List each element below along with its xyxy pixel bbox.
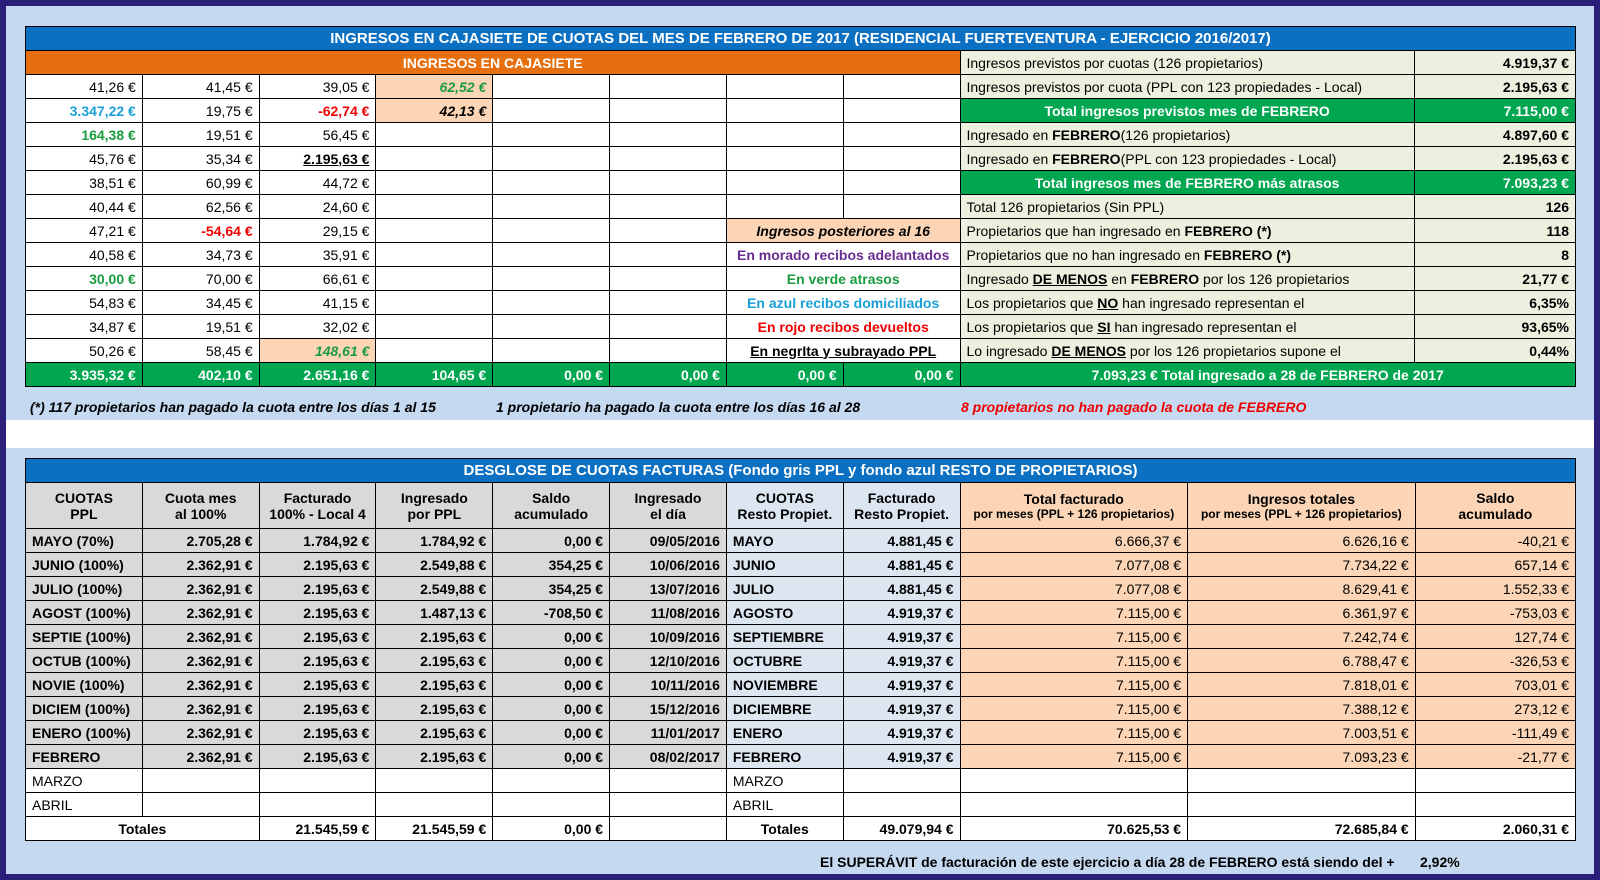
month-cell: 10/06/2016 xyxy=(610,553,727,577)
summary-label: Ingresos previstos por cuotas (126 propietarios) xyxy=(960,51,1414,75)
cell: 2.195,63 € xyxy=(259,147,376,171)
legend-verde: En verde atrasos xyxy=(726,267,960,291)
month-cell: 2.195,63 € xyxy=(376,697,493,721)
summary-label: Total 126 propietarios (Sin PPL) xyxy=(960,195,1414,219)
cell: 19,75 € xyxy=(142,99,259,123)
month-cell: 11/08/2016 xyxy=(610,601,727,625)
cell: 41,26 € xyxy=(26,75,143,99)
cell: 34,73 € xyxy=(142,243,259,267)
header-cell: Saldo acumulado xyxy=(493,483,610,529)
legend-posteriores: Ingresos posteriores al 16 xyxy=(726,219,960,243)
header-cell: Total facturado por meses (PPL + 126 propietarios) xyxy=(960,483,1188,529)
month-cell: 4.919,37 € xyxy=(843,745,960,769)
totals-facturado-resto: 49.079,94 € xyxy=(843,817,960,841)
cell: 54,83 € xyxy=(26,291,143,315)
month-cell: 4.919,37 € xyxy=(843,625,960,649)
month-cell: 6.666,37 € xyxy=(960,529,1188,553)
month-cell: 08/02/2017 xyxy=(610,745,727,769)
total-cell: 402,10 € xyxy=(142,363,259,387)
month-cell: 6.361,97 € xyxy=(1188,601,1416,625)
total-cell: 3.935,32 € xyxy=(26,363,143,387)
month-cell: 7.388,12 € xyxy=(1188,697,1416,721)
legend-negrita: En negrIta y subrayado PPL xyxy=(726,339,960,363)
month-cell: -21,77 € xyxy=(1415,745,1575,769)
month-cell: 7.115,00 € xyxy=(960,601,1188,625)
cell: 45,76 € xyxy=(26,147,143,171)
cell: 41,15 € xyxy=(259,291,376,315)
month-cell: 0,00 € xyxy=(493,721,610,745)
month-cell: 2.705,28 € xyxy=(142,529,259,553)
month-cell: 7.077,08 € xyxy=(960,553,1188,577)
month-cell: NOVIE (100%) xyxy=(26,673,143,697)
month-row xyxy=(26,625,1576,649)
top-title: INGRESOS EN CAJASIETE DE CUOTAS DEL MES DE FEBRERO DE 2017 (RESIDENCIAL FUERTEVENTURA - EJERCICIO 2016/2017) xyxy=(26,27,1576,51)
cell: 24,60 € xyxy=(259,195,376,219)
ingresos-table xyxy=(25,26,1576,387)
month-cell: 1.784,92 € xyxy=(376,529,493,553)
summary-value: 2.195,63 € xyxy=(1414,147,1575,171)
month-cell: 127,74 € xyxy=(1415,625,1575,649)
month-cell: 0,00 € xyxy=(493,697,610,721)
month-cell: AGOST (100%) xyxy=(26,601,143,625)
month-cell: JUNIO (100%) xyxy=(26,553,143,577)
summary-label: Ingresado en FEBRERO(PPL con 123 propiedades - Local) xyxy=(960,147,1414,171)
month-cell: 2.195,63 € xyxy=(259,673,376,697)
summary-label: Los propietarios que SI han ingresado representan el xyxy=(960,315,1414,339)
month-cell: 2.362,91 € xyxy=(142,601,259,625)
month-cell: 7.115,00 € xyxy=(960,673,1188,697)
summary-label: Lo ingresado DE MENOS por los 126 propietarios supone el xyxy=(960,339,1414,363)
month-cell: 4.919,37 € xyxy=(843,673,960,697)
cell: 3.347,22 € xyxy=(26,99,143,123)
total-cell: 0,00 € xyxy=(843,363,960,387)
month-cell: -111,49 € xyxy=(1415,721,1575,745)
cell: 66,61 € xyxy=(259,267,376,291)
month-cell: 7.115,00 € xyxy=(960,649,1188,673)
month-cell: JULIO (100%) xyxy=(26,577,143,601)
desglose-table xyxy=(25,458,1576,841)
total-previstos-value: 7.115,00 € xyxy=(1414,99,1575,123)
month-cell: 7.115,00 € xyxy=(960,697,1188,721)
month-cell: 354,25 € xyxy=(493,553,610,577)
month-cell: 13/07/2016 xyxy=(610,577,727,601)
month-cell: -708,50 € xyxy=(493,601,610,625)
cell: 50,26 € xyxy=(26,339,143,363)
total-cell: 0,00 € xyxy=(726,363,843,387)
note-paid-late: 1 propietario ha pagado la cuota entre los días 16 al 28 xyxy=(496,399,861,415)
month-cell: 7.115,00 € xyxy=(960,745,1188,769)
month-cell: OCTUBRE xyxy=(726,649,843,673)
totals-saldo: 0,00 € xyxy=(493,817,610,841)
cell: 58,45 € xyxy=(142,339,259,363)
month-cell: 0,00 € xyxy=(493,625,610,649)
cell: 40,44 € xyxy=(26,195,143,219)
month-cell: 10/09/2016 xyxy=(610,625,727,649)
month-cell: 354,25 € xyxy=(493,577,610,601)
legend-morado: En morado recibos adelantados xyxy=(726,243,960,267)
month-cell: 2.362,91 € xyxy=(142,745,259,769)
separator xyxy=(6,420,1594,448)
month-cell: -753,03 € xyxy=(1415,601,1575,625)
totals-label: Totales xyxy=(26,817,260,841)
month-empty: ABRIL xyxy=(26,793,143,817)
month-cell: -40,21 € xyxy=(1415,529,1575,553)
month-cell: 0,00 € xyxy=(493,673,610,697)
month-cell: MAYO xyxy=(726,529,843,553)
month-cell: 2.549,88 € xyxy=(376,577,493,601)
month-cell: 2.362,91 € xyxy=(142,721,259,745)
cell: -54,64 € xyxy=(142,219,259,243)
cell: 32,02 € xyxy=(259,315,376,339)
month-empty: ABRIL xyxy=(726,793,843,817)
superavit-text: El SUPERÁVIT de facturación de este ejercicio a día 28 de FEBRERO está siendo del + xyxy=(820,854,1395,870)
summary-value: 6,35% xyxy=(1414,291,1575,315)
month-cell: 12/10/2016 xyxy=(610,649,727,673)
month-cell: SEPTIE (100%) xyxy=(26,625,143,649)
month-cell: FEBRERO xyxy=(26,745,143,769)
month-cell: 703,01 € xyxy=(1415,673,1575,697)
totals-ingresado: 21.545,59 € xyxy=(376,817,493,841)
month-cell: AGOSTO xyxy=(726,601,843,625)
summary-label: Ingresado en FEBRERO(126 propietarios) xyxy=(960,123,1414,147)
bottom-title: DESGLOSE DE CUOTAS FACTURAS (Fondo gris PPL y fondo azul RESTO DE PROPIETARIOS) xyxy=(26,459,1576,483)
total-previstos-label: Total ingresos previstos mes de FEBRERO xyxy=(960,99,1414,123)
month-cell: 0,00 € xyxy=(493,649,610,673)
superavit-value: 2,92% xyxy=(1420,854,1460,870)
summary-value: 4.897,60 € xyxy=(1414,123,1575,147)
month-cell: ENERO xyxy=(726,721,843,745)
totals-facturado: 21.545,59 € xyxy=(259,817,376,841)
cell: 62,56 € xyxy=(142,195,259,219)
month-cell: 4.919,37 € xyxy=(843,649,960,673)
summary-label: Propietarios que no han ingresado en FEBRERO (*) xyxy=(960,243,1414,267)
cell: 47,21 € xyxy=(26,219,143,243)
month-cell: 2.362,91 € xyxy=(142,577,259,601)
cell: 56,45 € xyxy=(259,123,376,147)
month-row xyxy=(26,553,1576,577)
summary-label: Los propietarios que NO han ingresado representan el xyxy=(960,291,1414,315)
month-row xyxy=(26,649,1576,673)
header-cell: Saldo acumulado xyxy=(1415,483,1575,529)
cell: 40,58 € xyxy=(26,243,143,267)
month-cell: 7.115,00 € xyxy=(960,625,1188,649)
month-cell: 0,00 € xyxy=(493,529,610,553)
month-cell: 4.919,37 € xyxy=(843,721,960,745)
month-row xyxy=(26,577,1576,601)
summary-value: 21,77 € xyxy=(1414,267,1575,291)
cell: 35,91 € xyxy=(259,243,376,267)
month-cell: 15/12/2016 xyxy=(610,697,727,721)
month-cell: 1.784,92 € xyxy=(259,529,376,553)
header-cell: Cuota mes al 100% xyxy=(142,483,259,529)
month-cell: 0,00 € xyxy=(493,745,610,769)
month-row xyxy=(26,745,1576,769)
month-cell: 4.881,45 € xyxy=(843,577,960,601)
month-cell: 6.788,47 € xyxy=(1188,649,1416,673)
header-cell: Ingresado por PPL xyxy=(376,483,493,529)
note-not-paid: 8 propietarios no han pagado la cuota de FEBRERO xyxy=(961,399,1307,415)
month-cell: 2.195,63 € xyxy=(259,577,376,601)
month-empty: MARZO xyxy=(26,769,143,793)
month-cell: 4.919,37 € xyxy=(843,697,960,721)
sub-header: INGRESOS EN CAJASIETE xyxy=(26,51,961,75)
month-cell: JUNIO xyxy=(726,553,843,577)
cell: 44,72 € xyxy=(259,171,376,195)
spreadsheet-canvas xyxy=(6,6,1594,874)
total-mes-label: Total ingresos mes de FEBRERO más atrasos xyxy=(960,171,1414,195)
month-cell: 09/05/2016 xyxy=(610,529,727,553)
cell: 41,45 € xyxy=(142,75,259,99)
month-cell: 2.195,63 € xyxy=(259,601,376,625)
month-row xyxy=(26,529,1576,553)
month-cell: MAYO (70%) xyxy=(26,529,143,553)
month-cell: 2.195,63 € xyxy=(259,721,376,745)
month-row xyxy=(26,697,1576,721)
summary-value: 4.919,37 € xyxy=(1414,51,1575,75)
legend-rojo: En rojo recibos devueltos xyxy=(726,315,960,339)
legend-azul: En azul recibos domiciliados xyxy=(726,291,960,315)
cell: 148,61 € xyxy=(259,339,376,363)
month-cell: 2.362,91 € xyxy=(142,673,259,697)
month-cell: 7.003,51 € xyxy=(1188,721,1416,745)
totals-ingresos-totales: 72.685,84 € xyxy=(1188,817,1416,841)
month-cell: 2.195,63 € xyxy=(376,721,493,745)
header-cell: Ingresos totales por meses (PPL + 126 propietarios) xyxy=(1188,483,1416,529)
month-cell: 2.195,63 € xyxy=(259,649,376,673)
month-cell: NOVIEMBRE xyxy=(726,673,843,697)
cell: 38,51 € xyxy=(26,171,143,195)
month-cell: 6.626,16 € xyxy=(1188,529,1416,553)
cell: 60,99 € xyxy=(142,171,259,195)
month-cell: 4.881,45 € xyxy=(843,529,960,553)
month-cell: 2.362,91 € xyxy=(142,553,259,577)
month-row xyxy=(26,601,1576,625)
cell: 34,87 € xyxy=(26,315,143,339)
month-cell: 2.195,63 € xyxy=(376,673,493,697)
header-cell: CUOTAS Resto Propiet. xyxy=(726,483,843,529)
total-cell: 0,00 € xyxy=(610,363,727,387)
month-cell: 2.362,91 € xyxy=(142,697,259,721)
month-cell: 2.195,63 € xyxy=(259,697,376,721)
totals-total-facturado: 70.625,53 € xyxy=(960,817,1188,841)
month-cell: 7.115,00 € xyxy=(960,721,1188,745)
month-cell: DICIEM (100%) xyxy=(26,697,143,721)
cell: 39,05 € xyxy=(259,75,376,99)
month-cell: 2.195,63 € xyxy=(376,649,493,673)
summary-value: 0,44% xyxy=(1414,339,1575,363)
month-cell: ENERO (100%) xyxy=(26,721,143,745)
month-cell: 2.362,91 € xyxy=(142,625,259,649)
month-cell: 7.242,74 € xyxy=(1188,625,1416,649)
month-cell: 10/11/2016 xyxy=(610,673,727,697)
month-cell: OCTUB (100%) xyxy=(26,649,143,673)
month-cell: JULIO xyxy=(726,577,843,601)
cell: 164,38 € xyxy=(26,123,143,147)
month-cell: SEPTIEMBRE xyxy=(726,625,843,649)
month-cell: 2.549,88 € xyxy=(376,553,493,577)
total-cell: 0,00 € xyxy=(493,363,610,387)
summary-value: 93,65% xyxy=(1414,315,1575,339)
header-cell: Facturado Resto Propiet. xyxy=(843,483,960,529)
month-row xyxy=(26,673,1576,697)
month-cell: -326,53 € xyxy=(1415,649,1575,673)
month-cell: 7.077,08 € xyxy=(960,577,1188,601)
cell: 19,51 € xyxy=(142,123,259,147)
summary-label: Ingresos previstos por cuota (PPL con 123 propiedades - Local) xyxy=(960,75,1414,99)
month-cell: 4.881,45 € xyxy=(843,553,960,577)
month-cell: 657,14 € xyxy=(1415,553,1575,577)
cell: 19,51 € xyxy=(142,315,259,339)
month-cell: 2.195,63 € xyxy=(259,625,376,649)
cell: 70,00 € xyxy=(142,267,259,291)
month-cell: 1.552,33 € xyxy=(1415,577,1575,601)
total-mes-value: 7.093,23 € xyxy=(1414,171,1575,195)
month-cell: 273,12 € xyxy=(1415,697,1575,721)
totals-label-resto: Totales xyxy=(726,817,843,841)
header-cell: Facturado 100% - Local 4 xyxy=(259,483,376,529)
totals-saldo-acumulado: 2.060,31 € xyxy=(1415,817,1575,841)
total-cell: 104,65 € xyxy=(376,363,493,387)
month-cell: 2.362,91 € xyxy=(142,649,259,673)
summary-label: Ingresado DE MENOS en FEBRERO por los 126 propietarios xyxy=(960,267,1414,291)
cell: -62,74 € xyxy=(259,99,376,123)
cell: 30,00 € xyxy=(26,267,143,291)
summary-label: Propietarios que han ingresado en FEBRERO (*) xyxy=(960,219,1414,243)
header-cell: CUOTAS PPL xyxy=(26,483,143,529)
summary-value: 2.195,63 € xyxy=(1414,75,1575,99)
summary-value: 126 xyxy=(1414,195,1575,219)
total-cell: 2.651,16 € xyxy=(259,363,376,387)
header-cell: Ingresado el día xyxy=(610,483,727,529)
month-cell: 7.734,22 € xyxy=(1188,553,1416,577)
total-ingresado-label: 7.093,23 € Total ingresado a 28 de FEBRERO de 2017 xyxy=(960,363,1576,387)
summary-value: 118 xyxy=(1414,219,1575,243)
cell: 62,52 € xyxy=(376,75,493,99)
cell: 34,45 € xyxy=(142,291,259,315)
month-cell: 4.919,37 € xyxy=(843,601,960,625)
note-paid-early: (*) 117 propietarios han pagado la cuota entre los días 1 al 15 xyxy=(30,399,436,415)
summary-value: 8 xyxy=(1414,243,1575,267)
cell: 29,15 € xyxy=(259,219,376,243)
month-cell: 11/01/2017 xyxy=(610,721,727,745)
month-cell: 2.195,63 € xyxy=(376,625,493,649)
month-cell: 2.195,63 € xyxy=(259,553,376,577)
month-cell: 8.629,41 € xyxy=(1188,577,1416,601)
month-cell: 2.195,63 € xyxy=(376,745,493,769)
month-cell: DICIEMBRE xyxy=(726,697,843,721)
month-cell: FEBRERO xyxy=(726,745,843,769)
cell: 42,13 € xyxy=(376,99,493,123)
cell: 35,34 € xyxy=(142,147,259,171)
month-cell: 7.818,01 € xyxy=(1188,673,1416,697)
month-empty: MARZO xyxy=(726,769,843,793)
month-cell: 2.195,63 € xyxy=(259,745,376,769)
month-row xyxy=(26,721,1576,745)
month-cell: 7.093,23 € xyxy=(1188,745,1416,769)
month-cell: 1.487,13 € xyxy=(376,601,493,625)
